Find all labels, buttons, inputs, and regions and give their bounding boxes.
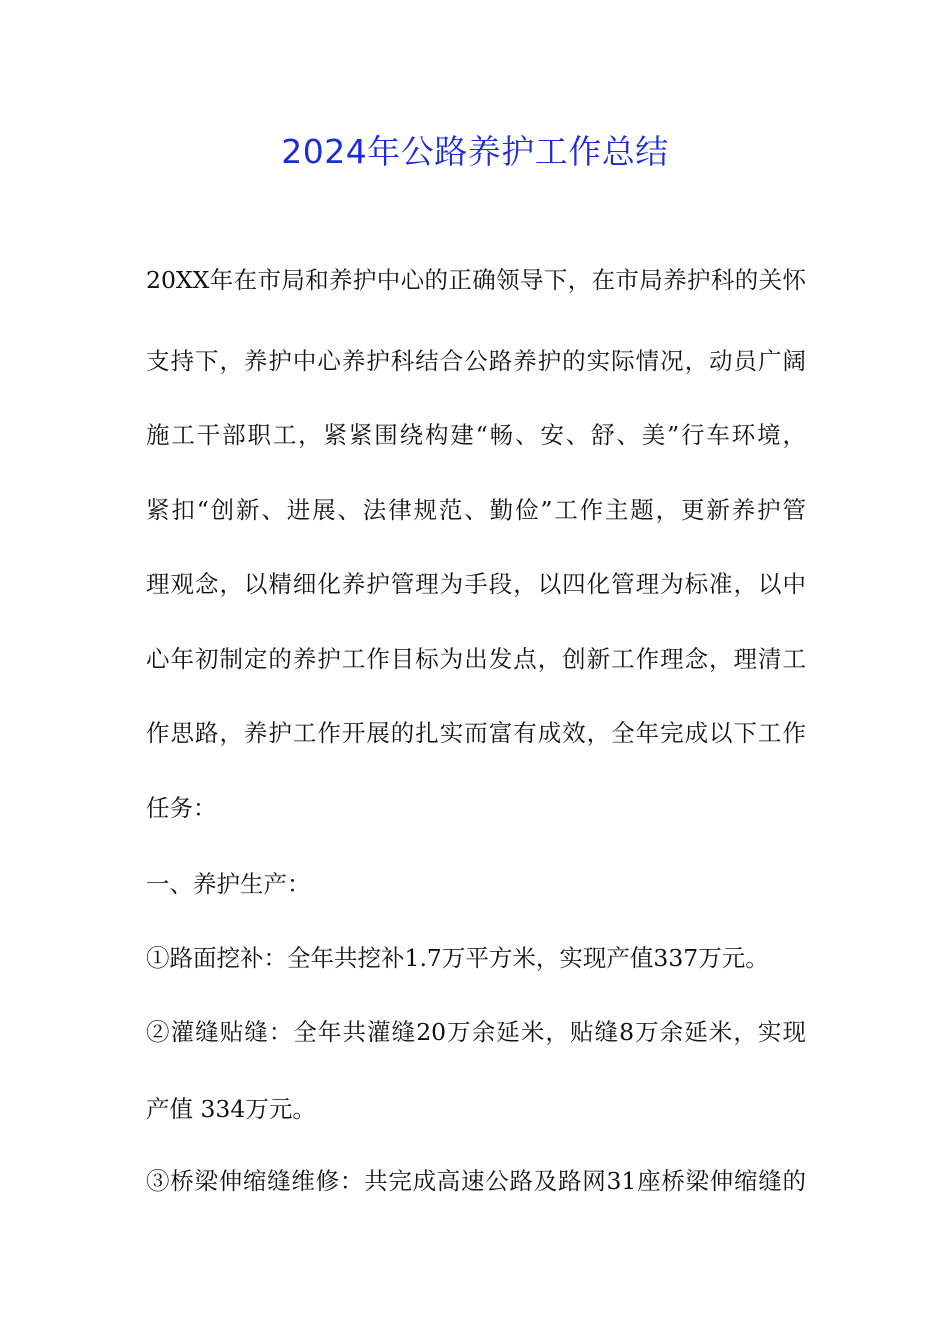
paragraph-line-4: 紧扣“创新、进展、法律规范、勤俭”工作主题，更新养护管 [146, 496, 806, 524]
paragraph-line-5: 理观念，以精细化养护管理为手段，以四化管理为标准，以中 [146, 570, 806, 598]
list-item-2-continued: 产值 334万元。 [146, 1095, 316, 1123]
paragraph-line-8: 任务： [146, 794, 217, 822]
document-title: 2024年公路养护工作总结 [281, 132, 669, 171]
list-item-2: ②灌缝贴缝：全年共灌缝20万余延米，贴缝8万余延米，实现 [146, 1018, 806, 1046]
paragraph-line-2: 支持下，养护中心养护科结合公路养护的实际情况，动员广阔 [146, 347, 806, 375]
paragraph-line-7: 作思路，养护工作开展的扎实而富有成效，全年完成以下工作 [146, 719, 806, 747]
list-item-1: ①路面挖补：全年共挖补1.7万平方米，实现产值337万元。 [146, 944, 769, 972]
list-item-3: ③桥梁伸缩缝维修：共完成高速公路及路网31座桥梁伸缩缝的 [146, 1167, 806, 1195]
paragraph-line-6: 心年初制定的养护工作目标为出发点，创新工作理念，理清工 [146, 645, 806, 673]
paragraph-line-1: 20XX年在市局和养护中心的正确领导下，在市局养护科的关怀 [146, 266, 806, 294]
section-heading: 一、养护生产： [146, 870, 311, 898]
paragraph-line-3: 施工干部职工，紧紧围绕构建“畅、安、舒、美”行车环境， [146, 421, 806, 449]
